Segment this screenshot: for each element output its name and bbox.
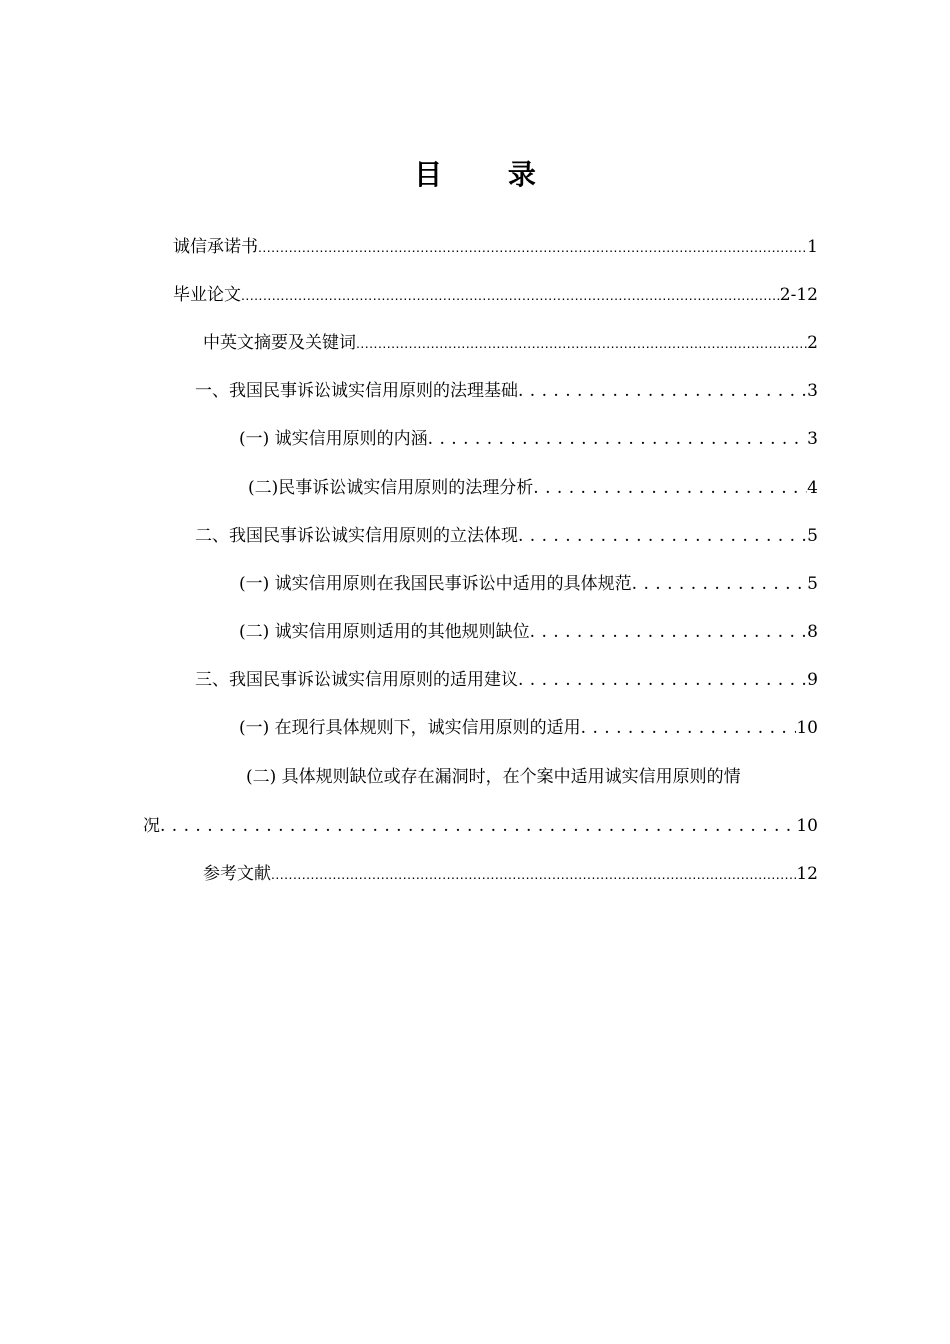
toc-entry[interactable]: [195, 379, 818, 403]
toc-leader-dots: [271, 862, 796, 886]
toc-leader-dots: [241, 283, 780, 307]
toc-entry-continuation[interactable]: [143, 814, 818, 838]
toc-leader-dots: [632, 572, 808, 596]
toc-leader-dots: [258, 235, 807, 259]
toc-entry[interactable]: [195, 524, 818, 548]
toc-leader-dots: [518, 668, 807, 692]
toc-leader-dots: [533, 476, 807, 500]
toc-entry[interactable]: [239, 427, 818, 451]
toc-entry[interactable]: [173, 283, 818, 307]
toc-entry-text: 毕业论文: [173, 285, 241, 305]
toc-entry[interactable]: [203, 862, 818, 886]
toc-entry-text: 中英文摘要及关键词: [203, 333, 356, 353]
toc-entry-page: 2-12: [779, 285, 818, 305]
toc-leader-dots: [530, 620, 808, 644]
toc-leader-dots: [428, 427, 808, 451]
toc-entry-page: 1: [807, 237, 818, 257]
toc-entry-text: 况: [143, 816, 160, 836]
toc-entry[interactable]: [203, 331, 818, 355]
toc-entry[interactable]: [248, 476, 818, 500]
toc-leader-dots: [160, 814, 796, 838]
toc-entry[interactable]: [239, 620, 818, 644]
toc-entry-text: 参考文献: [203, 864, 271, 884]
toc-entry-text: 二、我国民事诉讼诚实信用原则的立法体现: [195, 526, 518, 546]
toc-entry-page: 5: [807, 526, 818, 546]
toc-entry-page: 12: [796, 864, 818, 884]
toc-entry[interactable]: [173, 235, 818, 259]
toc-leader-dots: [518, 379, 807, 403]
toc-entry-page: 5: [807, 574, 818, 594]
toc-entry-page: 4: [807, 478, 818, 498]
toc-leader-dots: [581, 716, 797, 740]
toc-entry-text: 三、我国民事诉讼诚实信用原则的适用建议: [195, 670, 518, 690]
toc-entry[interactable]: [239, 572, 818, 596]
toc-entry-wrapped-first-line[interactable]: (二) 具体规则缺位或存在漏洞时，在个案中适用诚实信用原则的情: [246, 767, 741, 787]
toc-entry-text: (一) 在现行具体规则下，诚实信用原则的适用: [239, 718, 581, 738]
toc-entry-page: 10: [796, 816, 818, 836]
toc-entry-page: 8: [807, 622, 818, 642]
toc-entry-text: 诚信承诺书: [173, 237, 258, 257]
toc-entry[interactable]: [195, 668, 818, 692]
toc-entry-page: 3: [807, 429, 818, 449]
toc-entry-text: (一) 诚实信用原则的内涵: [239, 429, 428, 449]
toc-title: 目 录: [414, 158, 564, 191]
toc-entry[interactable]: [239, 716, 818, 740]
toc-leader-dots: [356, 331, 807, 355]
toc-entry-text: (二) 诚实信用原则适用的其他规则缺位: [239, 622, 530, 642]
toc-entry-text: (一) 诚实信用原则在我国民事诉讼中适用的具体规范: [239, 574, 632, 594]
toc-entry-text: (二)民事诉讼诚实信用原则的法理分析: [248, 478, 534, 498]
toc-entry-page: 3: [807, 381, 818, 401]
toc-entry-text: 一、我国民事诉讼诚实信用原则的法理基础: [195, 381, 518, 401]
toc-entry-page: 10: [796, 718, 818, 738]
toc-leader-dots: [518, 524, 807, 548]
toc-entry-page: 9: [807, 670, 818, 690]
toc-entry-page: 2: [807, 333, 818, 353]
